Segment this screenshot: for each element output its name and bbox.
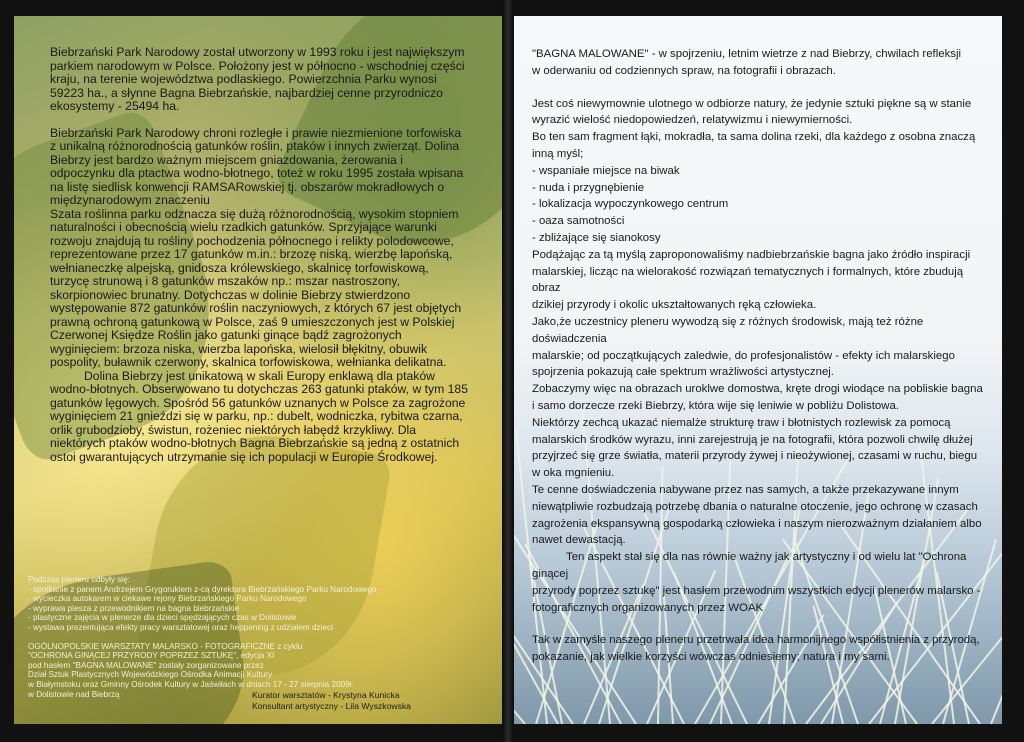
note-line: "OCHRONA GINĄCEJ PRZYRODY POPRZEZ SZTUKĘ", edycja XI [28,651,275,661]
note-line: pod hasłem "BAGNA MALOWANE" zostały zorganizowane przez [28,660,264,670]
left-main-text [50,46,470,464]
note-line: w Białymstoku oraz Gminny Ośrodek Kultury w Jaświłach w dniach 17 - 27 sierpnia 2009r. [28,679,355,689]
paragraph-park-intro: Biebrzański Park Narodowy został utworzony w 1993 roku i jest największym parkiem narodowym w Polsce. Położony jest w północno - wschodniej części kraju, na terenie województwa podlaskiego. Powierzchnia Parku wynosi 59223 ha., a słynne Bagna Biebrzańskie, najbardziej cenne przyrodniczo ekosystemy - 25494 ha. [50,45,465,113]
note-line: - plastyczne zajęcia w plenerze dla dzieci spędzających czas w Dolistowie [28,613,297,623]
text-line: nawet dewastacją. [532,534,626,547]
right-main-text [532,46,988,666]
text-line: - oaza samotności [532,215,625,228]
text-line: Niektórzy zechcą ukazać niemalże strukturę traw i błotnistych rozlewisk za pomocą [532,416,951,429]
event-notes [28,575,502,699]
credit-consultant: Konsultant artystyczny - Lila Wyszkowska [252,701,411,711]
text-line: Bo ten sam fragment łąki, mokradła, ta sama dolina rzeki, dla każdego z osobna znaczą inną myśl; [532,131,976,160]
grass-blade [990,599,1002,724]
text-line: i samo dorzecze rzeki Biebrzy, która wije się leniwie w pobliżu Dolistowa. [532,399,899,412]
text-line: pokazanie, jak wielkie korzyści wówczas odniesiemy; natura i my sami. [532,651,890,664]
text-line: fotograficznych organizowanych przez WOAK [532,601,764,614]
note-line: - wycieczka autokarem w ciekawe rejony Biebrzańskiego Parku Narodowego [28,594,307,604]
text-line: Podążając za tą myślą zaproponowaliśmy nadbiebrzańskie bagna jako źródło inspiracji [532,248,971,261]
intro-block [532,46,988,80]
closing-block [532,632,988,666]
text-line: malarskie; od początkujących zaledwie, do profesjonalistów - efekty ich malarskiego [532,349,955,362]
essay-block [532,96,988,617]
paragraph-peatlands: Biebrzański Park Narodowy chroni rozległe i prawie niezmienione torfowiska z unikalną różnorodnością gatunków roślin, ptaków i innych zwierząt. Dolina Biebrzy jest bardzo ważnym miejscem gniazdowania, żerowania i odpoczynku dla ptactwa wodno-błotnego, toteż w roku 1995 została wpisana na listę siedlisk konwencji RAMSARowskiej tj. obszarów mokradłowych o międzynarodowym znaczeniu [50,125,464,207]
text-line: - nuda i przygnębienie [532,181,645,194]
text-line: zagrożenia ekspansywną gospodarką człowieka i naszym nierozważnym działaniem albo [532,517,982,530]
text-line: w oka mgnieniu. [532,467,615,480]
text-line: Zobaczymy więc na obrazach uroklwe domostwa, kręte drogi wiodące na pobliskie bagna [532,383,983,396]
paragraph-birds: Dolina Biebrzy jest unikatową w skali Europy enklawą dla ptaków wodno-błotnych. Obserwowano tu dotychczas 263 gatunki ptaków, w tym 185 gatunków lęgowych. Spośród 56 gatunków uznanych w Polsce za zagrożone wyginięciem 21 gnieździ się w parku, np.: dubelt, wodniczka, rybitwa czarna, orlik grubodzioby, świstun, rożeniec niektórych łabędź krzykliwy. Dla niektórych ptaków wodno-błotnych Bagna Biebrzańskie są jedną z ostatnich ostoi gwarantujących utrzymanie się ich populacji w Europie Środkowej. [50,368,468,464]
text-line: wyrazić wielość niedopowiedzeń, relatywizmu i niewymierności. [532,114,853,127]
text-line: malarskich środków wyrazu, inni zarejestrują je na fotografii, która pozwoli chwilę dłużej [532,433,973,446]
note-line: - wyprawa piesza z przewodnikiem na bagna biebrzańskie [28,603,240,613]
note-line: w Dolistowie nad Biebrzą [28,689,120,699]
note-line: - wystawa prezentująca efekty pracy warsztatowej oraz heppening z udziałem dzieci [28,622,333,632]
right-page [514,16,1002,724]
text-line: Jako,że uczestnicy pleneru wywodzą się z różnych środowisk, mają też różne doświadczenia [532,315,924,345]
text-line: Tak w zamyśle naszego pleneru przetrwała idea harmonijnego współistnienia z przyrodą, [532,634,980,647]
text-line: dzikiej przyrody i okolic ukształtowanych ręką człowieka. [532,299,817,312]
note-line: Dział Sztuk Plastycznych Wojewódzkiego Ośrodka Animacji Kultury [28,670,273,680]
text-line: przyjrzeć się grze światła, materii przyrody żywej i nieożywionej, czasami w ruchu, biegu [532,450,978,463]
text-line: - wspaniałe miejsce na biwak [532,164,680,177]
text-line: w oderwaniu od codziennych spraw, na fotografii i obrazach. [532,64,836,77]
credit-curator: Kurator warsztatów - Krystyna Kunicka [252,690,400,700]
text-line: przyrody poprzez sztukę" jest hasłem przewodnim wszystkich edycji plenerów malarsko - [532,584,981,597]
text-line: spojrzenia pokazują całe spektrum wrażliwości artystycznej. [532,366,834,379]
text-line: - zbliżające się sianokosy [532,231,661,244]
note-line: - spotkanie z panem Andrzejem Grygorukiem z-cą dyrektora Biebrzańskiego Parku Narodowego [28,584,377,594]
note-line: Podczas pleneru odbyły się: [28,575,130,584]
book-spine [502,0,514,742]
text-line: - lokalizacja wypoczynkowego centrum [532,198,729,211]
paragraph-flora: Szata roślinna parku odznacza się dużą różnorodnością, wysokim stopniem naturalności i obecnością wielu rzadkich gatunków. Sprzyjające warunki rozwoju znajdują tu rośliny pochodzenia północnego i relikty polodowcowe, reprezentowane przez 17 gatunków m.in.: brzozę niską, wierzbę lapońską, wełnianeczkę alpejską, gnidosza królewskiego, skalnicę torfowiskową, turzycę strunową i 8 gatunków mszaków np.: mszar nastroszony, skorpionowiec brunatny. Dotychczas w dolinie Biebrzy stwierdzono występowanie 872 gatunków roślin naczyniowych, z których 67 jest objętych prawną ochroną gatunkową w Polsce, zaś 9 umieszczonych jest w Polskiej Czerwonej Księdze Roślin jako gatunki ginące bądź zagrożonych wyginięciem: brzoza niska, wierzba lapońska, wielosił błękitny, obuwik pospolity, buławnik czerwony, skalnica torfowiskowa, wełnianka delikatna. [50,206,462,369]
credits [252,690,502,712]
text-line: malarskiej, licząc na wielorakość rozwiązań tematycznych i formalnych, które zbudują obraz [532,265,964,295]
text-line: Jest coś niewymownie ulotnego w odbiorze natury, że jedynie sztuki piękne są w stanie [532,97,972,110]
text-line: "BAGNA MALOWANE" - w spojrzeniu, letnim wietrze z nad Biebrzy, chwilach refleksji [532,48,962,60]
text-line: niewątpliwie rozbudzają potrzebę dbania o naturalne otoczenie, jego ochronę w czasach [532,500,978,513]
text-line: Te cenne doświadczenia nabywane przez nas samych, a także przekazywane innym [532,483,959,496]
left-page [14,16,502,724]
note-line: OGÓLNOPOLSKIE WARSZTATY MALARSKO - FOTOGRAFICZNE z cyklu [28,641,303,651]
text-line: Ten aspekt stał się dla nas równie ważny jak artystyczny i od wielu lat "Ochrona ginącej [532,551,967,580]
